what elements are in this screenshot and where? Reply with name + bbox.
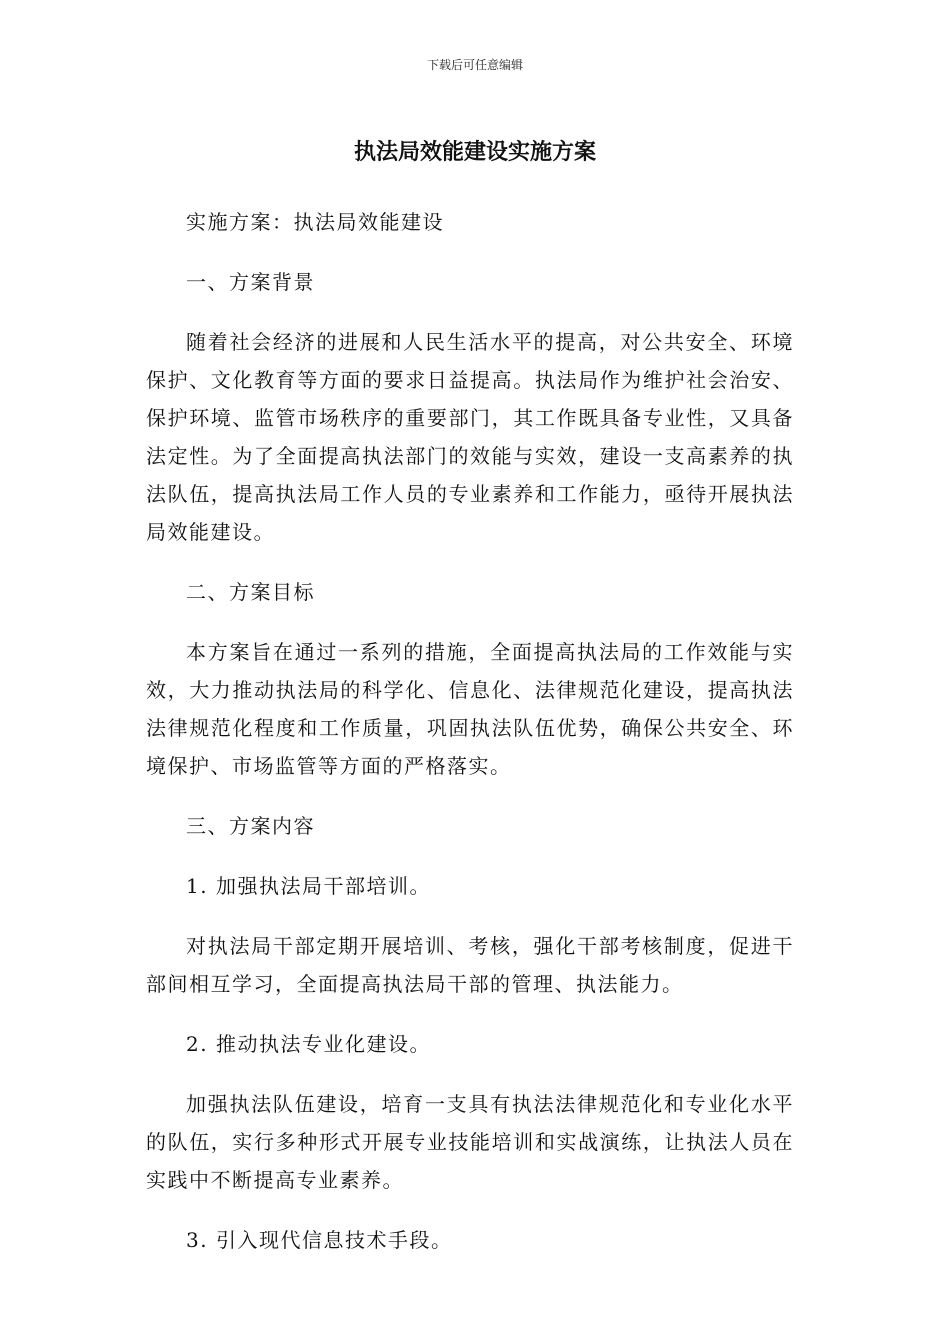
item-heading-training: 1. 加强执法局干部培训。 [186,874,431,898]
section-heading-goals: 二、方案目标 [186,580,315,604]
item-heading-technology: 3. 引入现代信息技术手段。 [186,1228,453,1252]
section-heading-content: 三、方案内容 [186,814,315,838]
paragraph-professionalization: 加强执法队伍建设，培育一支具有执法法律规范化和专业化水平的队伍，实行多种形式开展专业技能培训和实战演练，让执法人员在实践中不断提高专业素养。 [146,1092,794,1192]
section-heading-background: 一、方案背景 [186,270,315,294]
paragraph-goals: 本方案旨在通过一系列的措施，全面提高执法局的工作效能与实效，大力推动执法局的科学化、信息化、法律规范化建设，提高执法法律规范化程度和工作质量，巩固执法队伍优势，确保公共安全、环境保护、市场监管等方面的严格落实。 [146,640,794,778]
document-body [146,203,794,1281]
document-title: 执法局效能建设实施方案 [353,140,596,165]
paragraph-plan-subject: 实施方案：执法局效能建设 [186,210,444,234]
header-note: 下载后可任意编辑 [426,58,523,72]
item-heading-professionalization: 2. 推动执法专业化建设。 [186,1032,431,1056]
paragraph-training: 对执法局干部定期开展培训、考核，强化干部考核制度，促进干部间相互学习，全面提高执法局干部的管理、执法能力。 [146,934,794,996]
paragraph-background: 随着社会经济的进展和人民生活水平的提高，对公共安全、环境保护、文化教育等方面的要求日益提高。执法局作为维护社会治安、保护环境、监管市场秩序的重要部门，其工作既具备专业性，又具备法定性。为了全面提高执法部门的效能与实效，建设一支高素养的执法队伍，提高执法局工作人员的专业素养和工作能力，亟待开展执法局效能建设。 [146,330,794,544]
